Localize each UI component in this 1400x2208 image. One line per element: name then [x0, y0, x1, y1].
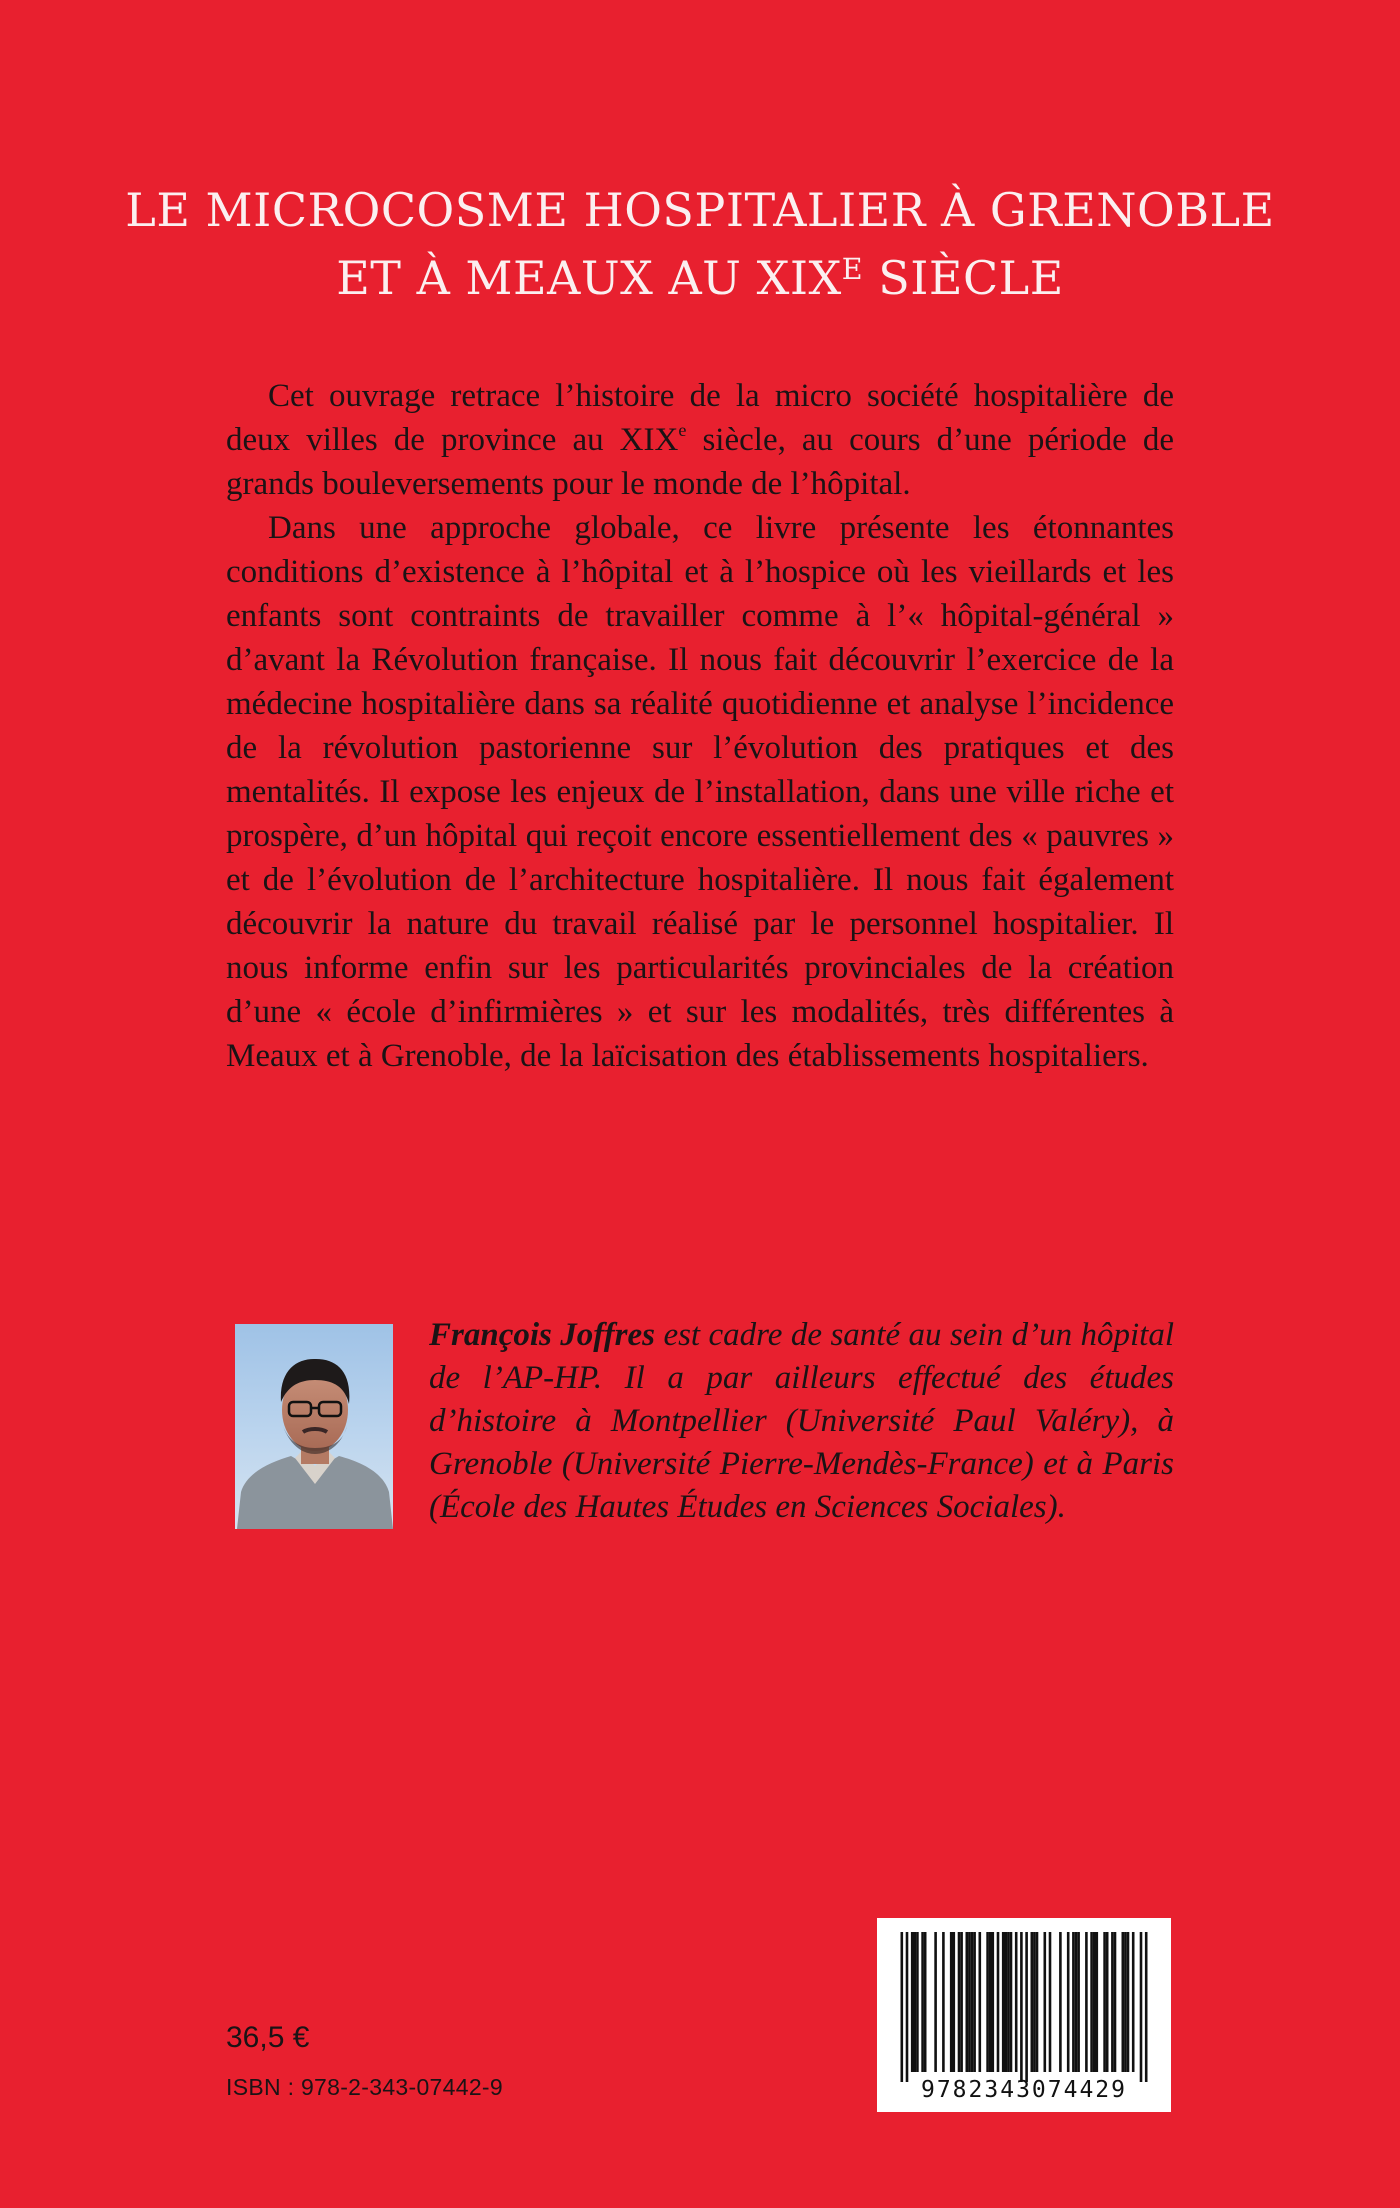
- summary-paragraph-2: Dans une approche globale, ce livre présente les étonnantes conditions d’existence à l’hôpital et à l’hospice où les vieillards et les enfants sont contraints de travailler comme à l’« hôpital-général » d’avant la Révolution française. Il nous fait découvrir l’exercice de la médecine hospitalière dans sa réalité quotidienne et analyse l’incidence de la révolution pastorienne sur l’évolution des pratiques et des mentalités. Il expose les enjeux de l’installation, dans une ville riche et prospère, d’un hôpital qui reçoit encore essentiellement des « pauvres » et de l’évolution de l’architecture hospitalière. Il nous fait également découvrir la nature du travail réalisé par le personnel hospitalier. Il nous informe enfin sur les particularités provinciales de la création d’une « école d’infirmières » et sur les modalités, très différentes à Meaux et à Grenoble, de la laïcisation des établissements hospitaliers.: [226, 510, 1174, 1074]
- barcode-digits: 9782343074429: [920, 2077, 1127, 2103]
- book-title: [0, 176, 1400, 319]
- barcode-bar: [924, 1932, 927, 2072]
- barcode-bar: [971, 1932, 974, 2072]
- barcode-bar: [1020, 1932, 1023, 2082]
- title-line-1: LE MICROCOSME HOSPITALIER À GRENOBLE: [125, 183, 1275, 237]
- barcode-bar: [1124, 1932, 1127, 2072]
- barcode-bar: [979, 1932, 982, 2072]
- barcode-bar: [1145, 1932, 1148, 2082]
- barcode-bar: [934, 1932, 937, 2072]
- barcode-bar: [992, 1932, 995, 2072]
- barcode-bar: [968, 1932, 971, 2072]
- barcode-bar: [921, 1932, 924, 2072]
- barcode-bar: [1103, 1932, 1106, 2072]
- barcode-bar: [1111, 1932, 1114, 2072]
- barcode-bar: [1025, 1932, 1028, 2082]
- barcode-bar: [966, 1932, 969, 2072]
- summary-paragraph-1: Cet ouvrage retrace l’histoire de la micro société hospitalière de deux villes de province au XIXe siècle, au cours d’une période de grands bouleversements pour le monde de l’hôpital.: [226, 378, 1174, 502]
- barcode-bar: [1033, 1932, 1036, 2072]
- barcode-bar: [942, 1932, 945, 2072]
- barcode-bar: [1140, 1932, 1143, 2082]
- title-line-2: ET À MEAUX AU $XIX^E$ SIÈCLE: [336, 251, 1064, 305]
- barcode-bar: [1075, 1932, 1078, 2072]
- barcode-bar: [1090, 1932, 1093, 2072]
- barcode-bar: [960, 1932, 963, 2072]
- barcode-bar: [973, 1932, 976, 2072]
- author-photo: [235, 1324, 393, 1529]
- barcode-bar: [1010, 1932, 1013, 2072]
- barcode-bar: [989, 1932, 992, 2072]
- barcode-bar: [958, 1932, 961, 2072]
- barcode-bar: [911, 1932, 914, 2072]
- author-bio: [226, 1314, 1174, 1535]
- price: 36,5 €: [226, 2021, 310, 2054]
- barcode-bar: [1127, 1932, 1130, 2072]
- barcode-bar: [916, 1932, 919, 2072]
- barcode-bar: [1085, 1932, 1088, 2072]
- author-bio-text: est cadre de santé au sein d’un hôpital de l’AP-HP. Il a par ailleurs effectué des études d’histoire à Montpellier (Université Paul Valéry), à Grenoble (Université Pierre-Mendès-France) et à Paris (École des Hautes Études en Sciences Sociales).: [429, 1317, 1175, 1525]
- barcode-bar: [1096, 1932, 1099, 2072]
- barcode-bar: [950, 1932, 953, 2072]
- barcode-bar: [986, 1932, 989, 2072]
- barcode-bar: [1067, 1932, 1070, 2072]
- barcode-bar: [914, 1932, 917, 2072]
- barcode: [877, 1918, 1171, 2112]
- barcode-bar: [1114, 1932, 1117, 2072]
- barcode-bar: [1044, 1932, 1047, 2072]
- barcode-bar: [1036, 1932, 1039, 2072]
- barcode-bar: [1106, 1932, 1109, 2072]
- isbn: ISBN : 978-2-343-07442-9: [226, 2074, 503, 2100]
- barcode-bar: [1093, 1932, 1096, 2072]
- barcode-bar: [1015, 1932, 1018, 2072]
- barcode-bar: [1077, 1932, 1080, 2072]
- barcode-bar: [997, 1932, 1000, 2072]
- barcode-bar: [906, 1932, 909, 2082]
- barcode-bar: [1122, 1932, 1125, 2072]
- barcode-bar: [1049, 1932, 1052, 2072]
- barcode-bar: [1059, 1932, 1062, 2072]
- barcode-bar: [953, 1932, 956, 2072]
- barcode-bar: [1005, 1932, 1008, 2072]
- author-name: François Joffres: [429, 1317, 656, 1353]
- author-portrait-icon: [235, 1324, 393, 1529]
- barcode-bar: [1132, 1932, 1135, 2072]
- barcode-bar: [1002, 1932, 1005, 2072]
- barcode-bar: [1072, 1932, 1075, 2072]
- barcode-bar: [1031, 1932, 1034, 2072]
- book-summary: [226, 374, 1174, 1078]
- barcode-bar: [1007, 1932, 1010, 2072]
- barcode-bar: [901, 1932, 904, 2082]
